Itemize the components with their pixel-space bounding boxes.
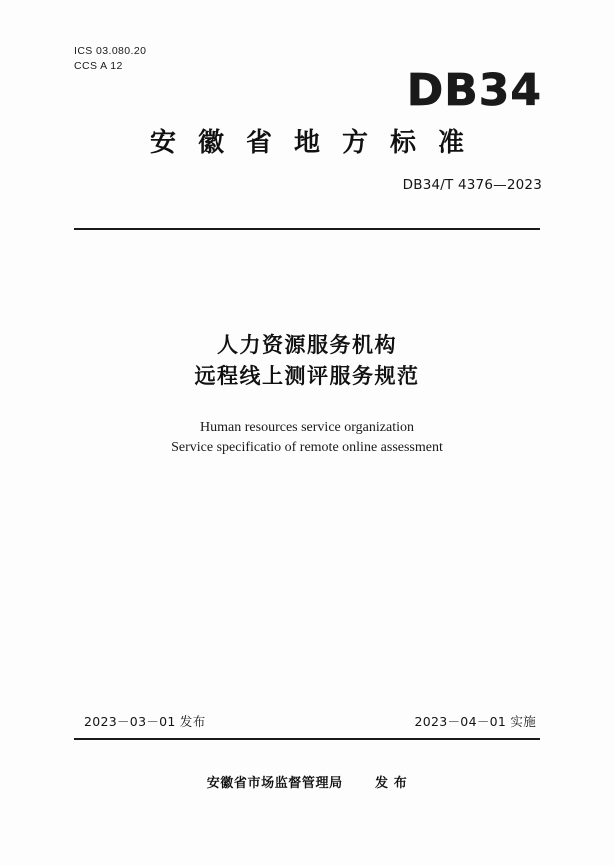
effective-date: 2023－04－01 实施 (414, 714, 536, 729)
header-divider (74, 228, 540, 230)
title-en-line-2: Service specificatio of remote online assessment (171, 440, 443, 455)
title-en-line-1: Human resources service organization (200, 420, 414, 435)
issuer-name: 安徽省市场监督管理局 (206, 776, 343, 791)
standard-authority-title: 安徽省地方标准 (149, 128, 486, 158)
standard-number: DB34/T 4376—2023 (402, 177, 542, 193)
issuer-action: 发 布 (374, 776, 408, 791)
issue-date: 2023－03－01 发布 (84, 714, 206, 729)
ics-code: ICS 03.080.20 (74, 45, 147, 57)
classification-codes (74, 44, 146, 74)
title-cn-line-2: 远程线上测评服务规范 (194, 364, 420, 388)
document-title-en (74, 418, 540, 458)
issuer-line (74, 772, 540, 791)
document-title-cn (74, 330, 540, 392)
db34-logo: DB34 (406, 65, 542, 116)
footer-divider (74, 738, 540, 740)
title-cn-line-1: 人力资源服务机构 (217, 333, 397, 357)
ccs-code: CCS A 12 (74, 60, 123, 72)
